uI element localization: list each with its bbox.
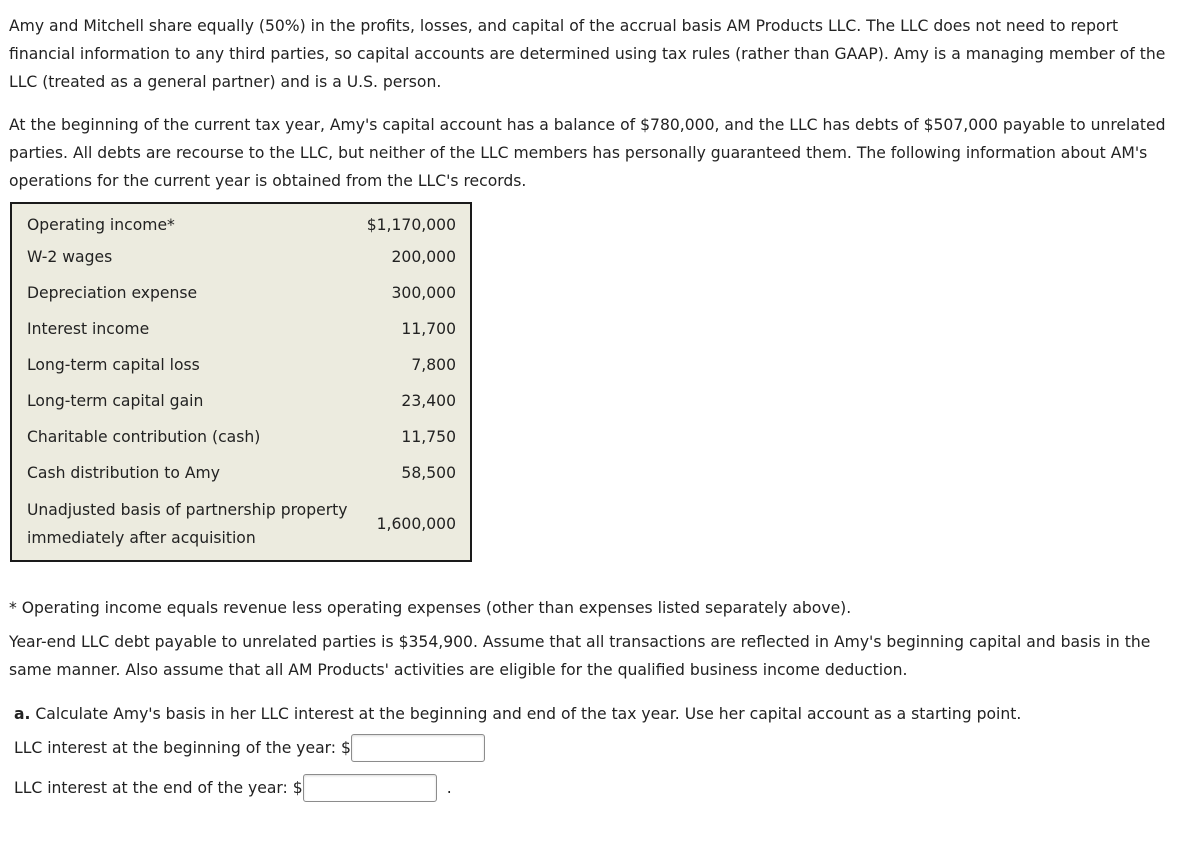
row-label: Depreciation expense	[27, 284, 198, 302]
footnote: * Operating income equals revenue less operating expenses (other than expenses listed separately above).	[9, 599, 852, 617]
table-row	[11, 347, 471, 383]
question-marker: a.	[14, 705, 31, 723]
table-row	[11, 491, 471, 561]
intro-paragraph-1: Amy and Mitchell share equally (50%) in the profits, losses, and capital of the accrual basis AM Products LLC. The LLC does not need to report financial information to any third parties, so capital accounts are determined using tax rules (rather than GAAP). Amy is a managing member of the LLC (treated as a general partner) and is a U.S. person.	[9, 17, 1166, 91]
row-label: Long-term capital loss	[27, 356, 200, 374]
row-value: 11,700	[401, 320, 456, 338]
row-label	[11, 491, 362, 561]
row-value: 1,600,000	[376, 514, 456, 533]
row-value: $1,170,000	[366, 215, 456, 234]
question-text: Calculate Amy's basis in her LLC interest at the beginning and end of the tax year. Use her capital account as a starting point.	[35, 705, 1022, 723]
answer-row-beginning	[14, 734, 485, 762]
table-row	[11, 311, 471, 347]
row-label: Long-term capital gain	[27, 392, 204, 410]
row-value: 23,400	[401, 392, 456, 410]
row-value: 7,800	[411, 356, 456, 374]
operations-data-table	[10, 202, 472, 562]
table-row	[11, 383, 471, 419]
end-basis-input[interactable]	[303, 774, 437, 802]
table-row	[11, 203, 471, 239]
table-row	[11, 275, 471, 311]
intro-paragraph-2: At the beginning of the current tax year, Amy's capital account has a balance of $780,000, and the LLC has debts of $507,000 payable to unrelated parties. All debts are recourse to the LLC, but neither of the LLC members has personally guaranteed them. The following information about AM's operations for the current year is obtained from the LLC's records.	[9, 116, 1166, 190]
year-end-paragraph: Year-end LLC debt payable to unrelated parties is $354,900. Assume that all transactions are reflected in Amy's beginning capital and basis in the same manner. Also assume that all AM Products' activities are eligible for the qualified business income deduction.	[9, 633, 1151, 679]
beginning-basis-input[interactable]	[351, 734, 485, 762]
row-label: Cash distribution to Amy	[27, 464, 220, 482]
end-suffix: .	[446, 779, 452, 797]
row-label-line-1: Unadjusted basis of partnership property	[27, 500, 348, 519]
row-value: 58,500	[401, 464, 456, 482]
row-label-line-2: immediately after acquisition	[27, 528, 256, 547]
table-row	[11, 455, 471, 491]
row-value: 200,000	[391, 248, 456, 266]
row-label: Charitable contribution (cash)	[27, 428, 261, 446]
row-value: 11,750	[401, 428, 456, 446]
end-label: LLC interest at the end of the year: $	[14, 779, 303, 797]
row-label: Interest income	[27, 320, 150, 338]
beginning-label: LLC interest at the beginning of the year: $	[14, 739, 351, 757]
question-a	[14, 700, 1021, 728]
table-row	[11, 239, 471, 275]
row-label: Operating income*	[27, 215, 175, 234]
answer-row-end	[14, 774, 452, 802]
row-label: W-2 wages	[27, 248, 113, 266]
table-row	[11, 419, 471, 455]
row-value: 300,000	[391, 284, 456, 302]
